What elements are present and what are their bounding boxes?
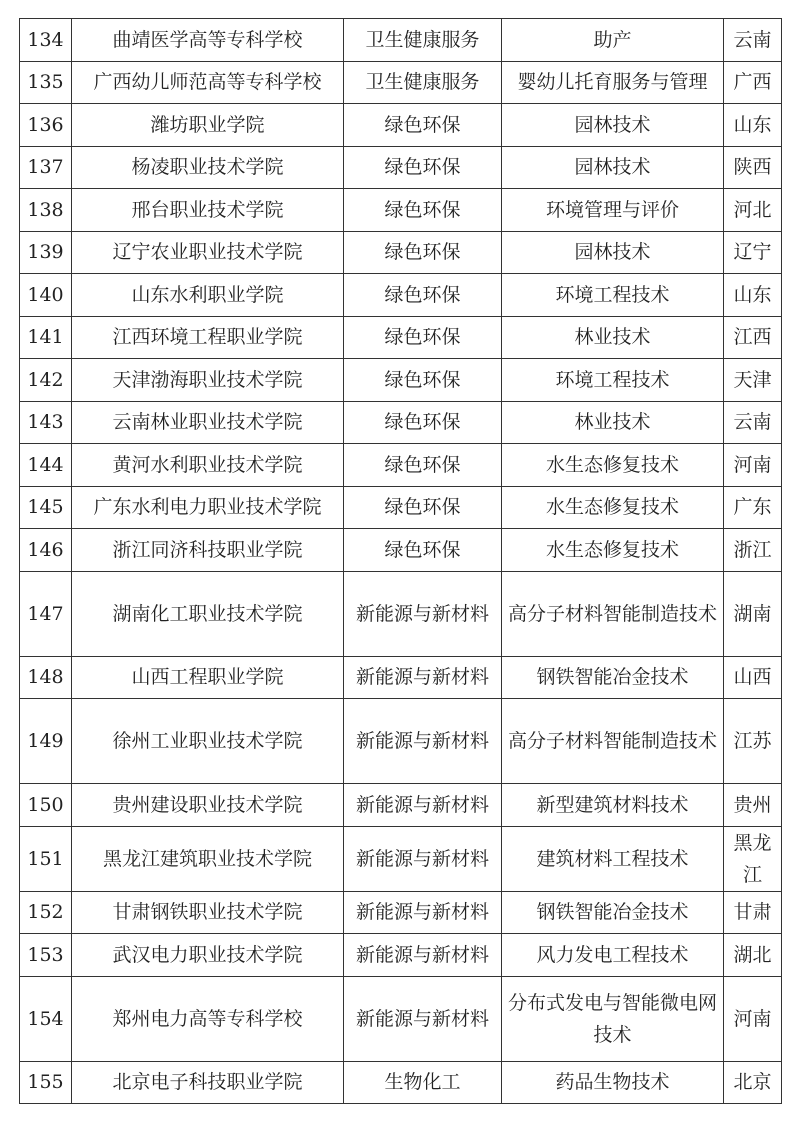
- school-name-cell: 广东水利电力职业技术学院: [72, 486, 344, 529]
- province-cell: 浙江: [724, 529, 782, 572]
- field-cell: 新能源与新材料: [344, 656, 502, 699]
- province-cell: 河南: [724, 976, 782, 1061]
- school-major-table: [19, 18, 782, 1104]
- school-name-cell: 曲靖医学高等专科学校: [72, 19, 344, 62]
- table-row: [20, 486, 782, 529]
- field-cell: 绿色环保: [344, 359, 502, 402]
- major-cell: 药品生物技术: [502, 1061, 724, 1104]
- field-cell: 绿色环保: [344, 104, 502, 147]
- row-number-cell: 151: [20, 826, 72, 891]
- province-cell: 贵州: [724, 784, 782, 827]
- field-cell: 新能源与新材料: [344, 699, 502, 784]
- table-row: [20, 316, 782, 359]
- field-cell: 绿色环保: [344, 529, 502, 572]
- table-body: [20, 19, 782, 1104]
- row-number-cell: 143: [20, 401, 72, 444]
- document-page: [19, 18, 781, 1104]
- major-cell: 园林技术: [502, 231, 724, 274]
- table-row: [20, 231, 782, 274]
- school-name-cell: 贵州建设职业技术学院: [72, 784, 344, 827]
- field-cell: 绿色环保: [344, 316, 502, 359]
- major-cell: 林业技术: [502, 401, 724, 444]
- major-cell: 分布式发电与智能微电网技术: [502, 976, 724, 1061]
- row-number-cell: 139: [20, 231, 72, 274]
- row-number-cell: 150: [20, 784, 72, 827]
- row-number-cell: 144: [20, 444, 72, 487]
- major-cell: 环境管理与评价: [502, 189, 724, 232]
- row-number-cell: 138: [20, 189, 72, 232]
- row-number-cell: 146: [20, 529, 72, 572]
- province-cell: 河北: [724, 189, 782, 232]
- province-cell: 湖北: [724, 934, 782, 977]
- field-cell: 新能源与新材料: [344, 934, 502, 977]
- row-number-cell: 148: [20, 656, 72, 699]
- province-cell: 云南: [724, 401, 782, 444]
- table-row: [20, 104, 782, 147]
- table-row: [20, 656, 782, 699]
- major-cell: 环境工程技术: [502, 359, 724, 402]
- field-cell: 绿色环保: [344, 401, 502, 444]
- table-row: [20, 934, 782, 977]
- field-cell: 绿色环保: [344, 231, 502, 274]
- school-name-cell: 郑州电力高等专科学校: [72, 976, 344, 1061]
- table-row: [20, 189, 782, 232]
- school-name-cell: 黄河水利职业技术学院: [72, 444, 344, 487]
- province-cell: 云南: [724, 19, 782, 62]
- province-cell: 北京: [724, 1061, 782, 1104]
- table-row: [20, 1061, 782, 1104]
- table-row: [20, 146, 782, 189]
- field-cell: 新能源与新材料: [344, 571, 502, 656]
- row-number-cell: 141: [20, 316, 72, 359]
- field-cell: 新能源与新材料: [344, 976, 502, 1061]
- school-name-cell: 武汉电力职业技术学院: [72, 934, 344, 977]
- major-cell: 钢铁智能冶金技术: [502, 656, 724, 699]
- school-name-cell: 黑龙江建筑职业技术学院: [72, 826, 344, 891]
- field-cell: 绿色环保: [344, 444, 502, 487]
- province-cell: 黑龙江: [724, 826, 782, 891]
- table-row: [20, 699, 782, 784]
- province-cell: 陕西: [724, 146, 782, 189]
- school-name-cell: 山西工程职业学院: [72, 656, 344, 699]
- province-cell: 辽宁: [724, 231, 782, 274]
- table-row: [20, 401, 782, 444]
- row-number-cell: 136: [20, 104, 72, 147]
- major-cell: 风力发电工程技术: [502, 934, 724, 977]
- province-cell: 甘肃: [724, 891, 782, 934]
- school-name-cell: 云南林业职业技术学院: [72, 401, 344, 444]
- field-cell: 生物化工: [344, 1061, 502, 1104]
- province-cell: 天津: [724, 359, 782, 402]
- province-cell: 广西: [724, 61, 782, 104]
- table-row: [20, 891, 782, 934]
- school-name-cell: 甘肃钢铁职业技术学院: [72, 891, 344, 934]
- table-row: [20, 826, 782, 891]
- school-name-cell: 杨凌职业技术学院: [72, 146, 344, 189]
- major-cell: 园林技术: [502, 104, 724, 147]
- major-cell: 高分子材料智能制造技术: [502, 699, 724, 784]
- table-row: [20, 571, 782, 656]
- field-cell: 绿色环保: [344, 189, 502, 232]
- row-number-cell: 137: [20, 146, 72, 189]
- row-number-cell: 142: [20, 359, 72, 402]
- field-cell: 卫生健康服务: [344, 61, 502, 104]
- major-cell: 建筑材料工程技术: [502, 826, 724, 891]
- major-cell: 钢铁智能冶金技术: [502, 891, 724, 934]
- field-cell: 卫生健康服务: [344, 19, 502, 62]
- major-cell: 园林技术: [502, 146, 724, 189]
- row-number-cell: 135: [20, 61, 72, 104]
- school-name-cell: 广西幼儿师范高等专科学校: [72, 61, 344, 104]
- row-number-cell: 145: [20, 486, 72, 529]
- table-row: [20, 976, 782, 1061]
- table-row: [20, 444, 782, 487]
- field-cell: 新能源与新材料: [344, 891, 502, 934]
- school-name-cell: 潍坊职业学院: [72, 104, 344, 147]
- school-name-cell: 山东水利职业学院: [72, 274, 344, 317]
- major-cell: 水生态修复技术: [502, 444, 724, 487]
- major-cell: 水生态修复技术: [502, 486, 724, 529]
- major-cell: 环境工程技术: [502, 274, 724, 317]
- school-name-cell: 邢台职业技术学院: [72, 189, 344, 232]
- major-cell: 新型建筑材料技术: [502, 784, 724, 827]
- province-cell: 河南: [724, 444, 782, 487]
- row-number-cell: 153: [20, 934, 72, 977]
- school-name-cell: 天津渤海职业技术学院: [72, 359, 344, 402]
- school-name-cell: 湖南化工职业技术学院: [72, 571, 344, 656]
- school-name-cell: 徐州工业职业技术学院: [72, 699, 344, 784]
- major-cell: 林业技术: [502, 316, 724, 359]
- major-cell: 助产: [502, 19, 724, 62]
- major-cell: 高分子材料智能制造技术: [502, 571, 724, 656]
- province-cell: 山东: [724, 104, 782, 147]
- major-cell: 婴幼儿托育服务与管理: [502, 61, 724, 104]
- school-name-cell: 浙江同济科技职业学院: [72, 529, 344, 572]
- table-row: [20, 359, 782, 402]
- field-cell: 绿色环保: [344, 146, 502, 189]
- school-name-cell: 辽宁农业职业技术学院: [72, 231, 344, 274]
- province-cell: 山东: [724, 274, 782, 317]
- table-row: [20, 274, 782, 317]
- province-cell: 江苏: [724, 699, 782, 784]
- table-row: [20, 529, 782, 572]
- table-row: [20, 784, 782, 827]
- major-cell: 水生态修复技术: [502, 529, 724, 572]
- table-row: [20, 61, 782, 104]
- row-number-cell: 134: [20, 19, 72, 62]
- school-name-cell: 北京电子科技职业学院: [72, 1061, 344, 1104]
- table-row: [20, 19, 782, 62]
- row-number-cell: 149: [20, 699, 72, 784]
- field-cell: 绿色环保: [344, 486, 502, 529]
- row-number-cell: 140: [20, 274, 72, 317]
- province-cell: 江西: [724, 316, 782, 359]
- school-name-cell: 江西环境工程职业学院: [72, 316, 344, 359]
- field-cell: 新能源与新材料: [344, 784, 502, 827]
- row-number-cell: 152: [20, 891, 72, 934]
- row-number-cell: 154: [20, 976, 72, 1061]
- province-cell: 山西: [724, 656, 782, 699]
- province-cell: 广东: [724, 486, 782, 529]
- province-cell: 湖南: [724, 571, 782, 656]
- field-cell: 绿色环保: [344, 274, 502, 317]
- row-number-cell: 147: [20, 571, 72, 656]
- field-cell: 新能源与新材料: [344, 826, 502, 891]
- row-number-cell: 155: [20, 1061, 72, 1104]
